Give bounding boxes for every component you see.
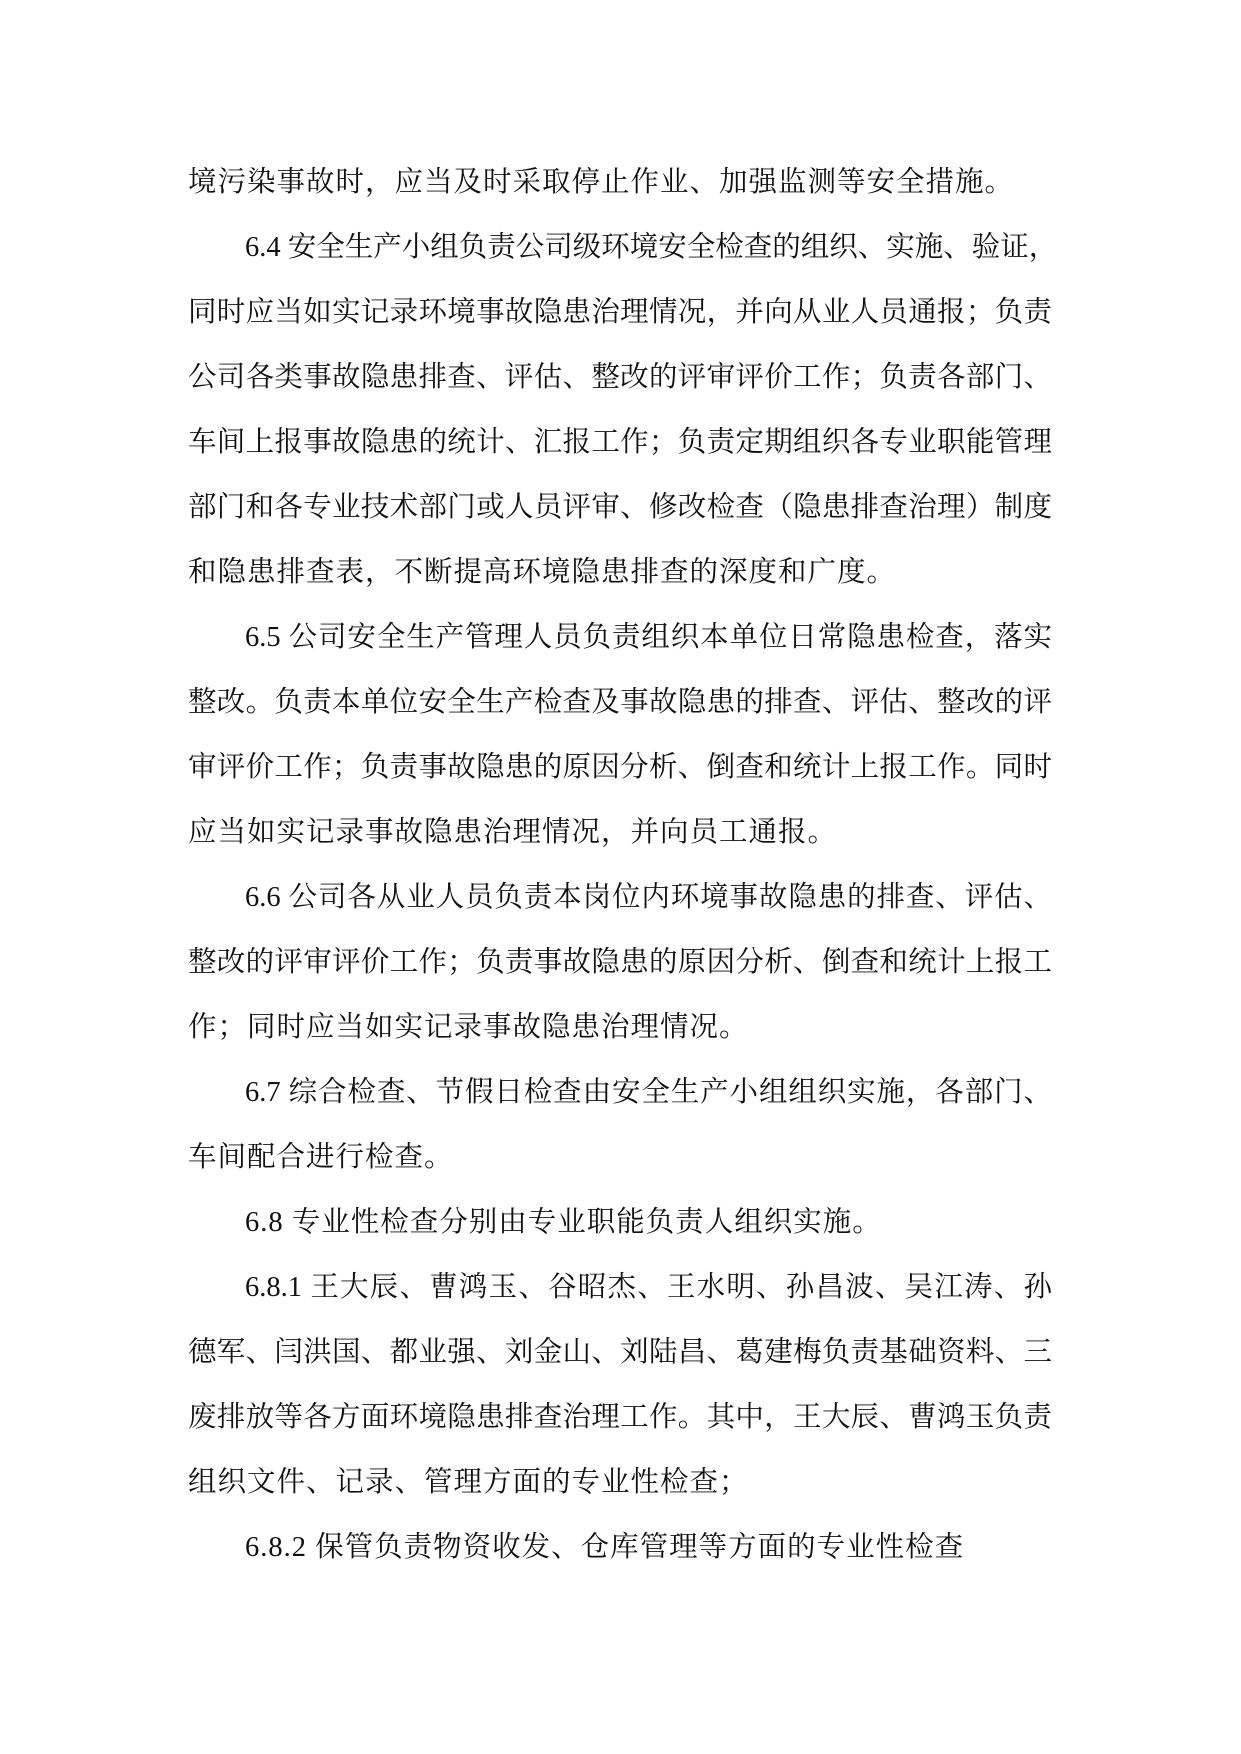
text-line: 和隐患排查表，不断提高环境隐患排查的深度和广度。 — [188, 557, 897, 588]
text-line: 同时应当如实记录环境事故隐患治理情况，并向从业人员通报；负责 — [188, 297, 1052, 328]
text-line: 德军、闫洪国、都业强、刘金山、刘陆昌、葛建梅负责基础资料、三 — [188, 1337, 1052, 1368]
text-line: 审评价工作；负责事故隐患的原因分析、倒查和统计上报工作。同时 — [188, 752, 1052, 783]
text-line: 组织文件、记录、管理方面的专业性检查； — [188, 1467, 749, 1498]
text-line: 境污染事故时，应当及时采取停止作业、加强监测等安全措施。 — [188, 167, 1015, 198]
text-line: 公司各类事故隐患排查、评估、整改的评审评价工作；负责各部门、 — [188, 362, 1052, 393]
text-line: 车间上报事故隐患的统计、汇报工作；负责定期组织各专业职能管理 — [188, 427, 1052, 458]
document-body — [188, 150, 1058, 1580]
text-line: 6.6 公司各从业人员负责本岗位内环境事故隐患的排查、评估、 — [245, 882, 1052, 913]
text-line: 6.5 公司安全生产管理人员负责组织本单位日常隐患检查，落实 — [245, 622, 1052, 653]
text-line: 应当如实记录事故隐患治理情况，并向员工通报。 — [188, 817, 838, 848]
text-line: 6.8.1 王大辰、曹鸿玉、谷昭杰、王水明、孙昌波、吴江涛、孙 — [245, 1272, 1052, 1303]
text-line: 废排放等各方面环境隐患排查治理工作。其中，王大辰、曹鸿玉负责 — [188, 1402, 1052, 1433]
text-line: 部门和各专业技术部门或人员评审、修改检查（隐患排查治理）制度 — [188, 492, 1052, 523]
text-line: 6.8.2 保管负责物资收发、仓库管理等方面的专业性检查 — [245, 1532, 965, 1563]
text-line: 整改。负责本单位安全生产检查及事故隐患的排查、评估、整改的评 — [188, 687, 1052, 718]
text-line: 作；同时应当如实记录事故隐患治理情况。 — [188, 1012, 749, 1043]
text-line: 整改的评审评价工作；负责事故隐患的原因分析、倒查和统计上报工 — [188, 947, 1052, 978]
text-line: 6.4 安全生产小组负责公司级环境安全检查的组织、实施、验证， — [245, 232, 1058, 263]
text-line: 车间配合进行检查。 — [188, 1142, 454, 1173]
text-line: 6.7 综合检查、节假日检查由安全生产小组组织实施，各部门、 — [245, 1077, 1052, 1108]
text-line: 6.8 专业性检查分别由专业职能负责人组织实施。 — [245, 1207, 882, 1238]
